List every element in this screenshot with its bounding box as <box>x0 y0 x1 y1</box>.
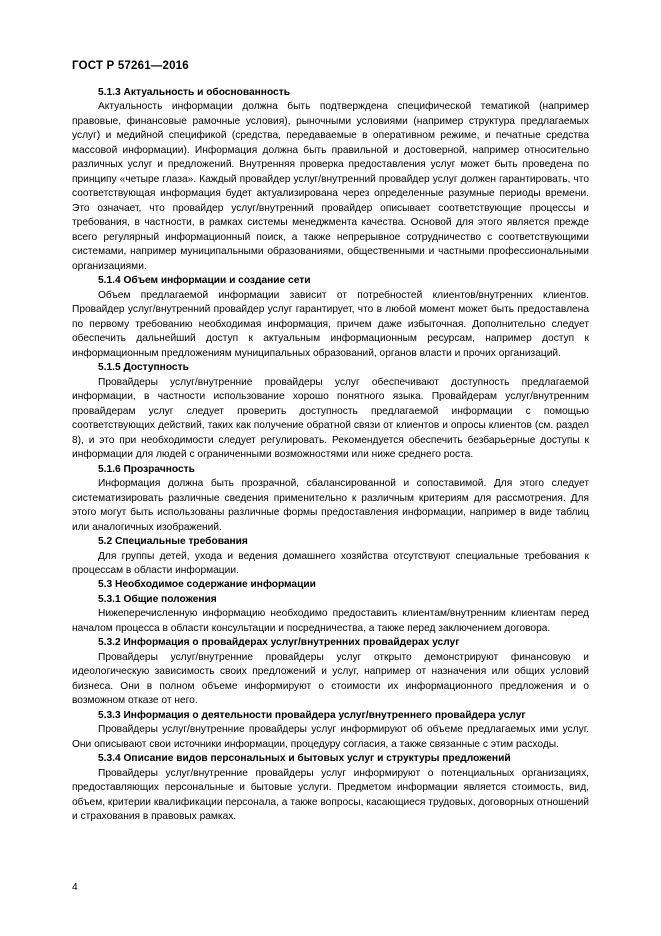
clause-heading: 5.3.3 Информация о деятельности провайдера услуг/внутреннего провайдера услуг <box>98 709 526 721</box>
clause-heading: 5.2 Специальные требования <box>98 536 248 548</box>
body-paragraph: Провайдеры услуг/внутренние провайдеры услуг информируют о потенциальных организациях, предоставляющих персональные и бытовые услуги. Предметом информации является стоимость, вид, объем, критерии квалификации персонала, а также вопросы, касающиеся трудовых, договорных отношений и страхования в правовых рамках. <box>72 767 589 823</box>
clause-heading: 5.3.1 Общие положения <box>98 593 217 605</box>
page-number: 4 <box>72 882 78 893</box>
clause-heading: 5.1.4 Объем информации и создание сети <box>98 275 311 287</box>
body-paragraph: Объем предлагаемой информации зависит от потребностей клиентов/внутренних клиентов. Провайдер услуг/внутренний провайдер услуг гарантирует, что в любой момент может быть предоставлена по первому требованию необходимая информация, причем даже избыточная. Дополнительно следует обеспечить дальнейший доступ к актуальным информационным ресурсам, например доступ к информационным предложениям муниципальных образований, органов власти и прочих организаций. <box>72 289 589 359</box>
clause-heading: 5.3.2 Информация о провайдерах услуг/внутренних провайдерах услуг <box>98 637 460 649</box>
clause-heading: 5.3 Необходимое содержание информации <box>98 579 316 591</box>
clause-heading: 5.3.4 Описание видов персональных и бытовых услуг и структуры предложений <box>98 753 511 765</box>
body-paragraph: Провайдеры услуг/внутренние провайдеры услуг обеспечивают доступность предлагаемой информации, в частности использование хорошо понятного языка. Провайдерам услуг/внутренним провайдерам услуг следует проверить доступность предлагаемой информации с помощью соответствующих действий, таких как получение обратной связи от клиентов и опросы клиентов (см. раздел 8), и это при необходимости следует регулировать. Рекомендуется обеспечить безбарьерные доступы к информации для людей с ограниченными возможностями или ниже среднего роста. <box>72 376 589 461</box>
body-paragraph: Провайдеры услуг/внутренние провайдеры услуг открыто демонстрируют финансовую и идеологическую зависимость своих предложений и услуг, например от назначения или общих условий бизнеса. Они в полном объеме информируют о стоимости их информационного предложения и о возможном отказе от него. <box>72 651 589 707</box>
page-header: ГОСТ Р 57261—2016 <box>72 60 189 72</box>
document-body <box>72 86 589 825</box>
clause-heading: 5.1.3 Актуальность и обоснованность <box>98 87 290 98</box>
body-paragraph: Актуальность информации должна быть подтверждена специфической тематикой (например правовые, финансовые рамочные условия), рыночными условиями (например структура предлагаемых услуг) и медийной спецификой (средства, передаваемые в оперативном режиме, и печатные средства массовой информации). Информация должна быть правильной и достоверной, например относительно различных услуг и предложений. Внутренняя проверка предоставления услуг может быть проведена по принципу «четыре глаза». Каждый провайдер услуг/внутренний провайдер услуг должен гарантировать, что соответствующая информация будет актуализирована через определенные разумные периоды времени. Это означает, что провайдер услуг/внутренний провайдер описывает соответствующие процессы и требования, в частности, в рамках системы менеджмента качества. Основой для этого является прежде всего регулярный информационный поиск, а также непрерывное сотрудничество с соответствующими системами, например муниципальными образованиями, общественными и частными профессиональными организациями. <box>72 101 589 272</box>
body-paragraph: Для группы детей, ухода и ведения домашнего хозяйства отсутствуют специальные требования к процессам в области информации. <box>72 550 589 576</box>
body-paragraph: Информация должна быть прозрачной, сбалансированной и сопоставимой. Для этого следует систематизировать различные сведения применительно к различным критериям для рассмотрения. Для этого могут быть использованы различные формы предоставления информации, например в виде таблиц или аналогичных изображений. <box>72 478 589 533</box>
clause-heading: 5.1.6 Прозрачность <box>98 463 195 475</box>
clause-heading: 5.1.5 Доступность <box>98 362 189 374</box>
body-paragraph: Провайдеры услуг/внутренние провайдеры услуг информируют об объеме предлагаемых ими услуг. Они описывают свои источники информации, процедуру согласия, а также связанные с этим расходы. <box>72 724 589 750</box>
body-paragraph: Нижеперечисленную информацию необходимо предоставить клиентам/внутренним клиентам перед началом процесса в области консультации и посредничества, а также перед заключением договора. <box>72 608 589 634</box>
